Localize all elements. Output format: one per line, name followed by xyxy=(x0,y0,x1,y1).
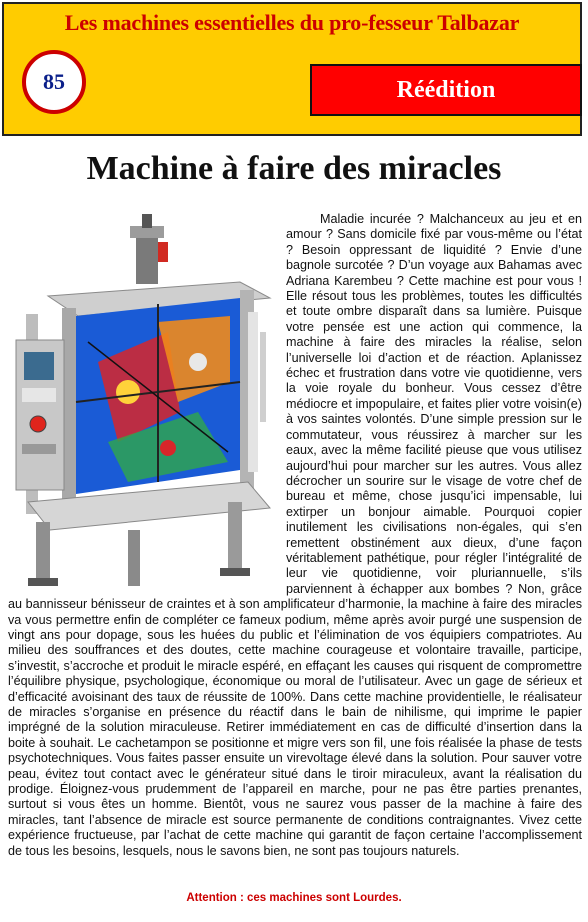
article-text: Maladie incurée ? Malchanceux au jeu et en amour ? Sans domicile fixé par vous-même ou l’état ? Besoin oppressant de liquidité ? Envie d’une bagnole surcotée ? D’un voyage aux Bahamas avec Adriana Karembeu ? Cette machine est pour vous ! Elle résout tous les problèmes, toutes les difficultés et toute ombre disparaît dans sa lumière. Puisque votre pensée est une action qui commence, la machine à faire des miracles la réalise, selon l’universelle loi d’action et de réaction. Aplanissez échec et frustration dans votre vie quotidienne, vers la voie royale du bonheur. Vous cessez d’être médiocre et impopulaire, et faites plier votre voisin(e) à vos saintes volontés. D’une simple pression sur le commutateur, vous réussirez à marcher sur les eaux, avec la même facilité pieuse que vous utilisez aujourd’hui pour marcher sur les autres. Vous allez décrocher un sourire sur le visage de votre chef de bureau et même, chose jusqu’ici impensable, lui extirper un bonjour aimable. Pourquoi copier inutilement les civilisations non-égales, qui s’en remettent obstinément aux dieux, d’une façon véritablement pathétique, pour régler l’intégralité de leur vie quotidienne, voir pluriannuelle, s’ils parviennent à échapper aux bombes ? Non, grâce au bannisseur bénisseur de craintes et à son amplificateur d’harmonie, la machine à faire des miracles va vous permettre enfin de compléter ce fameux podium, même après avoir purgé une suspension de vingt ans pour dopage, sous les huées du public et l’élimination de vos équipiers compatriotes. Au milieu des souffrances et des doutes, cette machine courageuse et volontaire travaille, participe, s’investit, s’accroche et produit le miracle espéré, en effaçant les causes qui risquent de compromettre l’équilibre physique, psychologique, économique ou moral de l’utilisateur. Avec un gage de sérieux et d’efficacité avoisinant des taux de réussite de 100%. Dans cette machine providentielle, le réalisateur de miracles s’organise en présence du réactif dans le bain de nihilisme, qui imprime le papier imprégné de la solution miraculeuse. Retirer immédiatement en cas de difficulté d’insertion dans la boite à souhait. Le cachetampon se positionne et migre vers son fil, une fois réalisée la phase de tests psychotechniques. Vous faites passer ensuite un virevoltage élevé dans la solution. Pour sauver votre peau, évitez tout contact avec le générateur situé dans le tiroir miraculeux, avant la réalisation du prodige. Éloignez-vous prudemment de l’appareil en marche, pour ne pas être parties prenantes, surtout si vous êtes un homme. Bientôt, vous ne saurez vous passer de la machine à faire des miracles, tant l’absence de miracle est source permanente de conditions contraignantes. Vivez cette expérience fructueuse, par l’achat de cette machine qui garantit de façon certaine l’accomplissement de tous les besoins, lesquels, nous le savons bien, ne sont pas toujours naturels. xyxy=(8,212,582,858)
footer-warning: Attention : ces machines sont Lourdes. xyxy=(186,892,402,904)
issue-badge xyxy=(22,50,86,114)
reedition-badge xyxy=(310,64,582,116)
header-banner xyxy=(2,2,582,136)
series-title: Les machines essentielles du pro-fesseur Talbazar xyxy=(64,10,520,35)
article-title: Machine à faire des miracles xyxy=(86,150,502,187)
article-body xyxy=(8,212,582,859)
issue-number: 85 xyxy=(43,69,65,94)
reedition-label: Réédition xyxy=(396,76,496,103)
miracle-machine-illustration xyxy=(8,212,280,594)
